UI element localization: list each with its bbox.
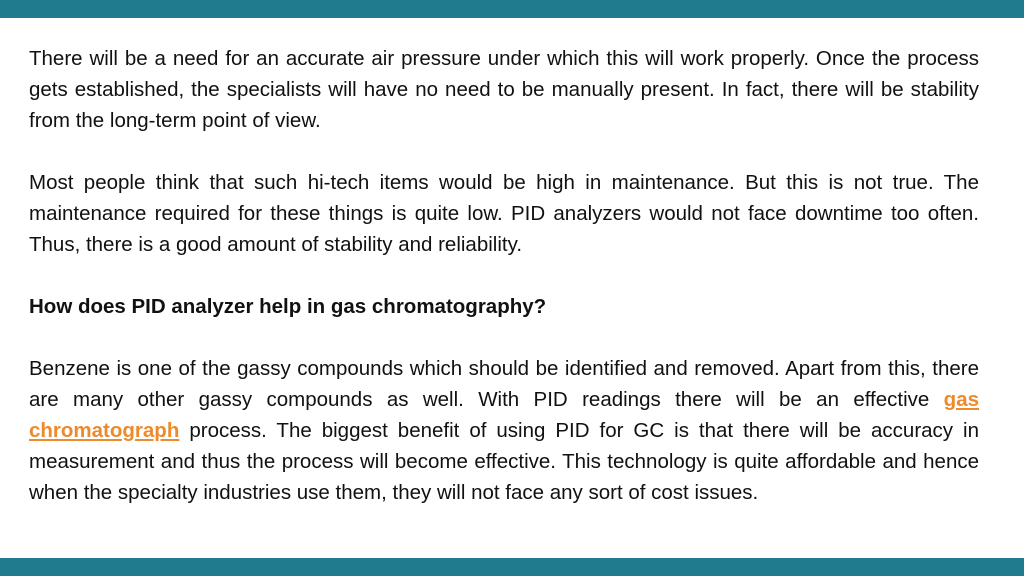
paragraph-benzene-text-after: process. The biggest benefit of using PID for GC is that there will be accuracy in measurement and thus the process will become effective. This technology is quite affordable and hence when the specialty industries use them, they will not face any sort of cost issues. xyxy=(29,419,979,504)
bottom-accent-bar xyxy=(0,558,1024,576)
top-accent-bar xyxy=(0,0,1024,18)
section-heading: How does PID analyzer help in gas chromatography? xyxy=(29,295,547,318)
paragraph-benzene-text-before: Benzene is one of the gassy compounds which should be identified and removed. Apart from this, there are many other gassy compounds as well. With PID readings there will be an effective xyxy=(29,357,979,411)
gas-chromatograph-link[interactable]: gas chromatograph xyxy=(29,388,979,442)
paragraph-maintenance: Most people think that such hi-tech items would be high in maintenance. But this is not true. The maintenance required for these things is quite low. PID analyzers would not face downtime too often. Thus, there is a good amount of stability and reliability. xyxy=(29,171,979,256)
paragraph-air-pressure: There will be a need for an accurate air pressure under which this will work properly. Once the process gets established, the specialists will have no need to be manually present. In fact, there will be stability from the long-term point of view. xyxy=(29,47,979,132)
paragraph-benzene xyxy=(29,353,979,508)
article-body xyxy=(29,43,979,508)
